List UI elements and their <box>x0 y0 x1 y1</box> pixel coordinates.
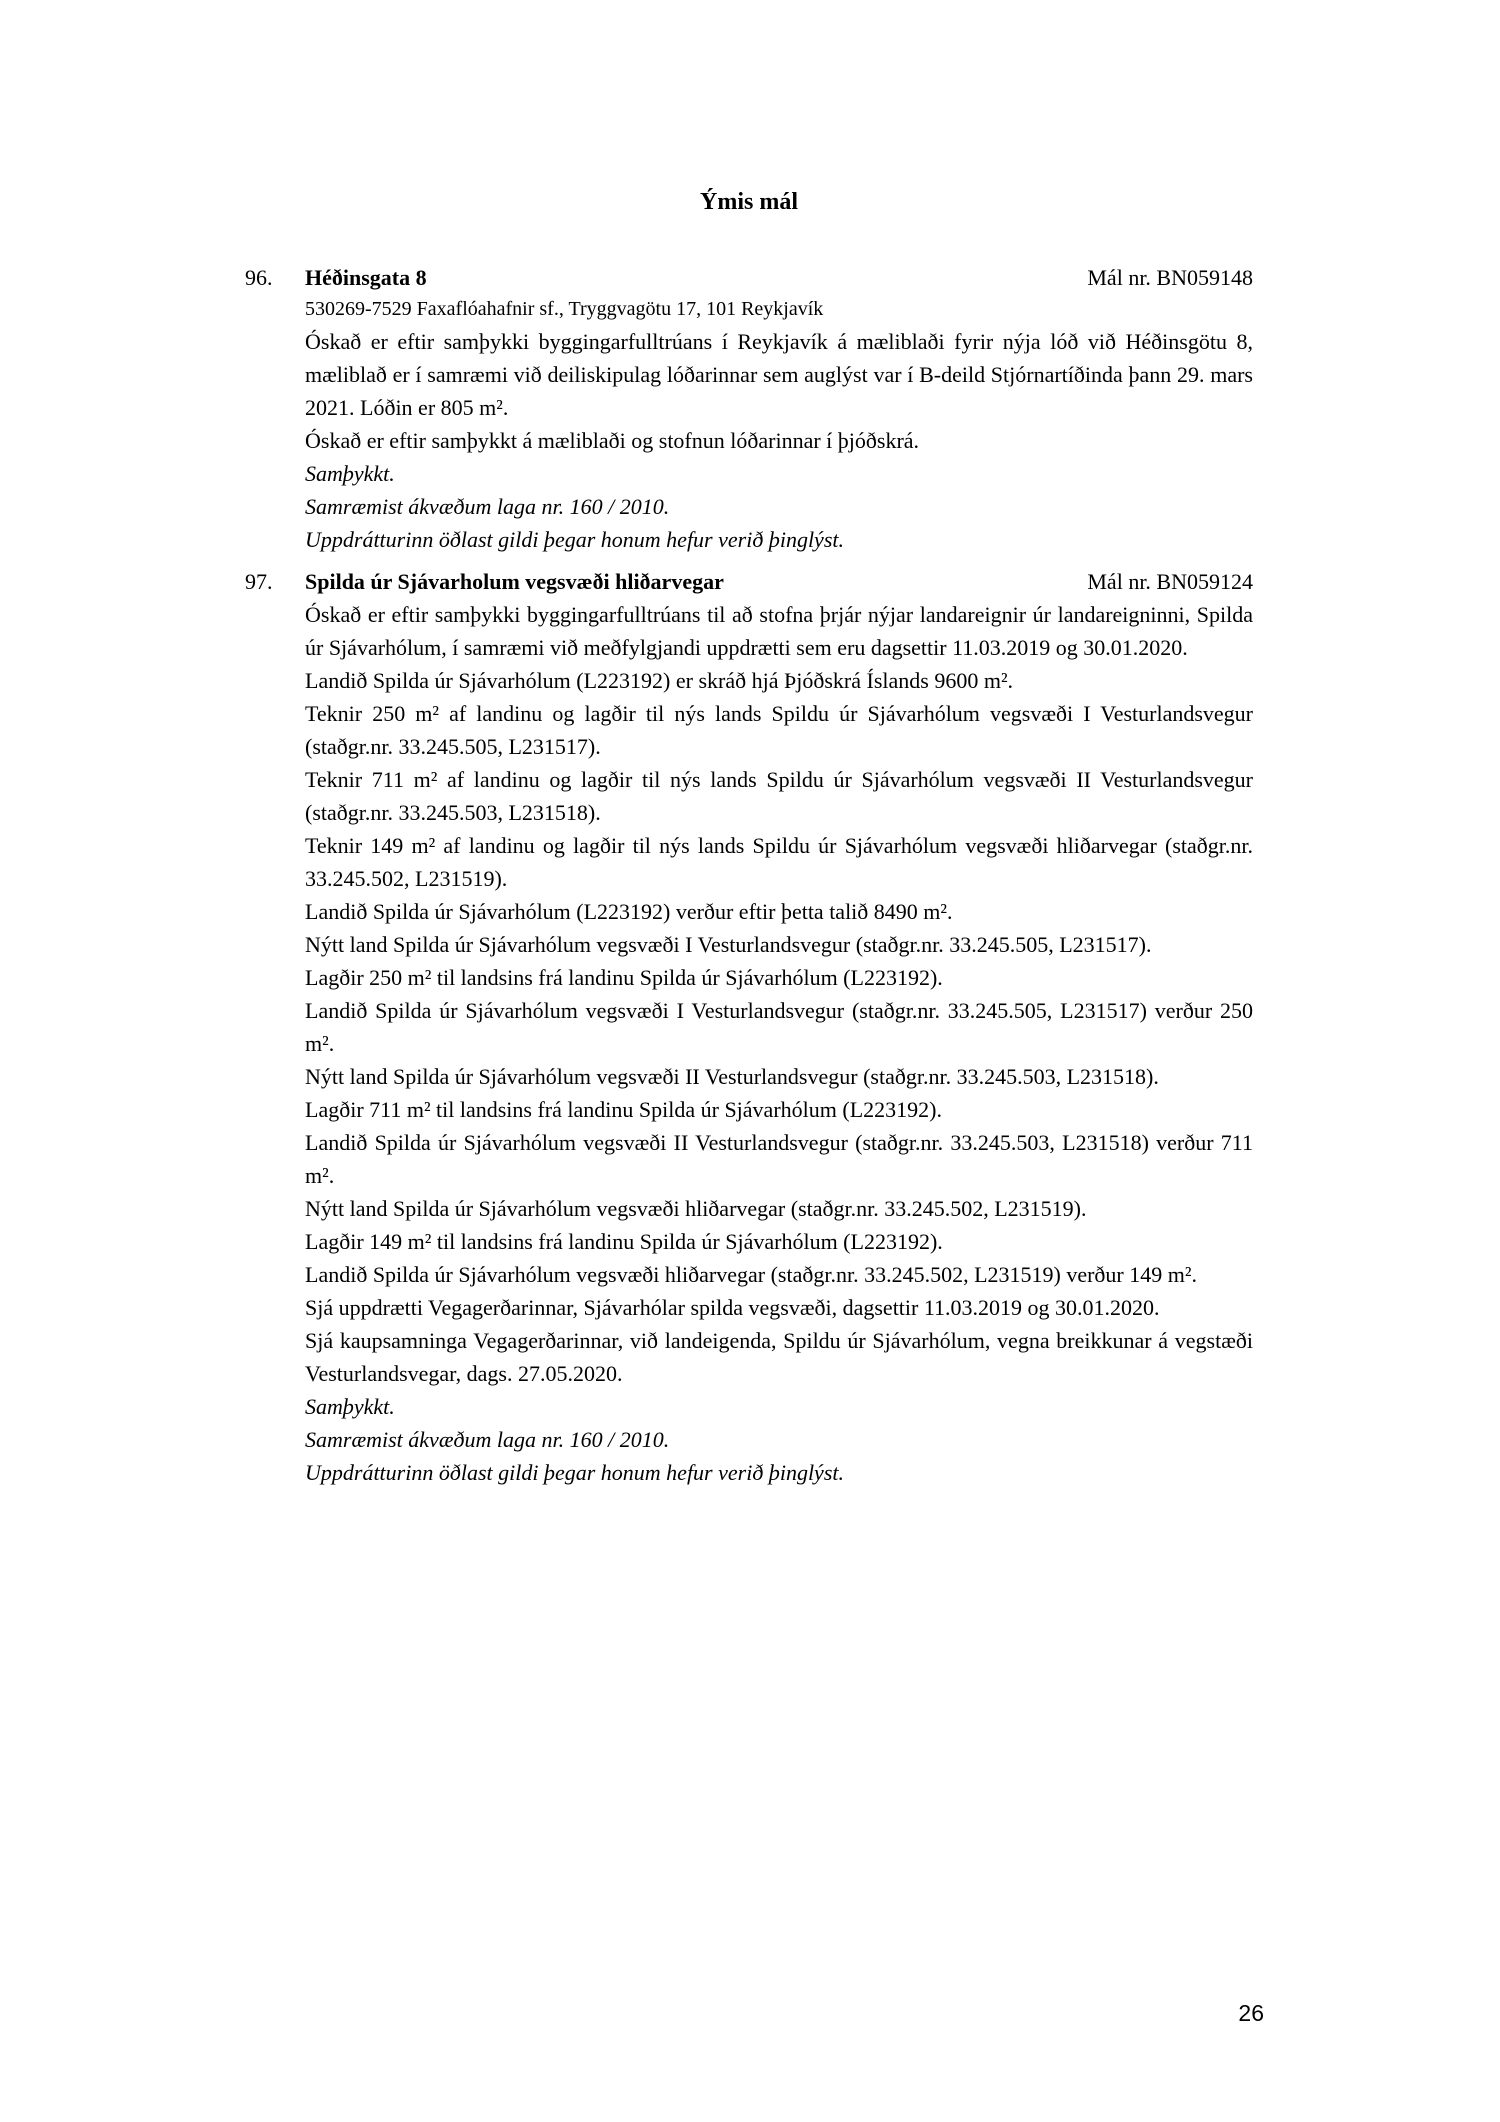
case-paragraph: Lagðir 711 m² til landsins frá landinu Spilda úr Sjávarhólum (L223192). <box>305 1097 942 1122</box>
page-number: 26 <box>1238 2000 1264 2026</box>
case-number: 97. <box>245 569 273 594</box>
case-paragraph: Óskað er eftir samþykki byggingarfulltrúans í Reykjavík á mæliblaði fyrir nýja lóð við Héðinsgötu 8, mæliblað er í samræmi við deiliskipulag lóðarinnar sem auglýst var í B-deild Stjórnartíðinda þann 29. mars 2021. Lóðin er 805 m². <box>305 329 1253 420</box>
page-title: Ýmis mál <box>700 189 798 215</box>
case-paragraph: Teknir 149 m² af landinu og lagðir til nýs lands Spildu úr Sjávarhólum vegsvæði hliðarvegar (staðgr.nr. 33.245.502, L231519). <box>305 833 1253 891</box>
resolution-line: Uppdrátturinn öðlast gildi þegar honum hefur verið þinglýst. <box>305 1460 844 1485</box>
case-paragraphs <box>305 598 1253 1390</box>
case-paragraph: Landið Spilda úr Sjávarhólum (L223192) verður eftir þetta talið 8490 m². <box>305 899 953 924</box>
case-headline <box>305 261 1253 294</box>
case-paragraph: Sjá uppdrætti Vegagerðarinnar, Sjávarhólar spilda vegsvæði, dagsettir 11.03.2019 og 30.01.2020. <box>305 1295 1160 1320</box>
applicant-line: 530269-7529 Faxaflóahafnir sf., Tryggvagötu 17, 101 Reykjavík <box>305 298 824 320</box>
resolution-line: Samþykkt. <box>305 461 395 486</box>
case-title: Spilda úr Sjávarholum vegsvæði hliðarvegar <box>305 569 724 594</box>
case-paragraph: Lagðir 250 m² til landsins frá landinu Spilda úr Sjávarhólum (L223192). <box>305 965 943 990</box>
resolution-line: Samræmist ákvæðum laga nr. 160 / 2010. <box>305 494 670 519</box>
case-paragraph: Landið Spilda úr Sjávarhólum vegsvæði II Vesturlandsvegur (staðgr.nr. 33.245.503, L231518) verður 711 m². <box>305 1130 1253 1188</box>
case-resolutions <box>305 457 1253 556</box>
case-reference-number: Mál nr. BN059148 <box>1087 265 1253 290</box>
case-item-97 <box>245 565 1253 1489</box>
case-paragraphs <box>305 325 1253 457</box>
case-title: Héðinsgata 8 <box>305 265 427 290</box>
case-number: 96. <box>245 265 273 290</box>
case-reference-number: Mál nr. BN059124 <box>1087 569 1253 594</box>
case-headline <box>305 565 1253 598</box>
resolution-line: Uppdrátturinn öðlast gildi þegar honum hefur verið þinglýst. <box>305 527 844 552</box>
case-resolutions <box>305 1390 1253 1489</box>
case-paragraph: Landið Spilda úr Sjávarhólum vegsvæði hliðarvegar (staðgr.nr. 33.245.502, L231519) verður 149 m². <box>305 1262 1197 1287</box>
case-paragraph: Lagðir 149 m² til landsins frá landinu Spilda úr Sjávarhólum (L223192). <box>305 1229 943 1254</box>
case-paragraph: Sjá kaupsamninga Vegagerðarinnar, við landeigenda, Spildu úr Sjávarhólum, vegna breikkunar á vegstæði Vesturlandsvegar, dags. 27.05.2020. <box>305 1328 1253 1386</box>
case-paragraph: Óskað er eftir samþykkt á mæliblaði og stofnun lóðarinnar í þjóðskrá. <box>305 428 920 453</box>
case-paragraph: Óskað er eftir samþykki byggingarfulltrúans til að stofna þrjár nýjar landareignir úr landareigninni, Spilda úr Sjávarhólum, í samræmi við meðfylgjandi uppdrætti sem eru dagsettir 11.03.2019 og 30.01.2020. <box>305 602 1253 660</box>
case-paragraph: Nýtt land Spilda úr Sjávarhólum vegsvæði I Vesturlandsvegur (staðgr.nr. 33.245.505, L231517). <box>305 932 1152 957</box>
case-item-96 <box>245 261 1253 556</box>
case-paragraph: Nýtt land Spilda úr Sjávarhólum vegsvæði II Vesturlandsvegur (staðgr.nr. 33.245.503, L231518). <box>305 1064 1159 1089</box>
case-main <box>305 261 1253 556</box>
case-paragraph: Landið Spilda úr Sjávarhólum vegsvæði I Vesturlandsvegur (staðgr.nr. 33.245.505, L231517) verður 250 m². <box>305 998 1253 1056</box>
document-content <box>245 186 1253 1498</box>
case-paragraph: Landið Spilda úr Sjávarhólum (L223192) er skráð hjá Þjóðskrá Íslands 9600 m². <box>305 668 1014 693</box>
case-main <box>305 565 1253 1489</box>
resolution-line: Samþykkt. <box>305 1394 395 1419</box>
case-paragraph: Teknir 711 m² af landinu og lagðir til nýs lands Spildu úr Sjávarhólum vegsvæði II Vesturlandsvegur (staðgr.nr. 33.245.503, L231518). <box>305 767 1253 825</box>
case-paragraph: Nýtt land Spilda úr Sjávarhólum vegsvæði hliðarvegar (staðgr.nr. 33.245.502, L231519). <box>305 1196 1087 1221</box>
resolution-line: Samræmist ákvæðum laga nr. 160 / 2010. <box>305 1427 670 1452</box>
case-paragraph: Teknir 250 m² af landinu og lagðir til nýs lands Spildu úr Sjávarhólum vegsvæði I Vesturlandsvegur (staðgr.nr. 33.245.505, L231517). <box>305 701 1253 759</box>
